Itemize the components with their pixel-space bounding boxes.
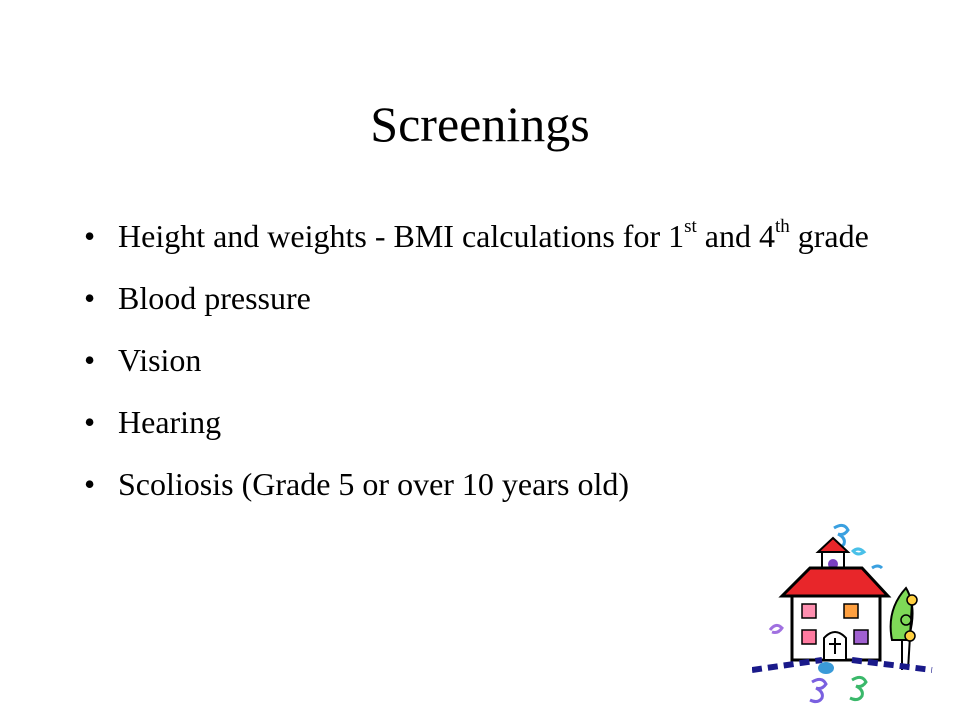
bullet-list <box>84 218 874 502</box>
bullet-dot: • <box>84 404 96 440</box>
swirl-decoration <box>852 549 864 554</box>
house-roof <box>782 568 888 596</box>
bullet-dot: • <box>84 466 96 502</box>
bullet-item-vision <box>84 342 874 378</box>
flower <box>907 595 917 605</box>
window <box>802 630 816 644</box>
swirl-decoration <box>872 566 882 568</box>
bullet-text: Height and weights - BMI calculations for 1 <box>118 218 685 254</box>
window <box>854 630 868 644</box>
bullet-text-end: grade <box>789 218 869 254</box>
bullet-dot: • <box>84 280 96 316</box>
bullet-text-cont: and 4 <box>696 218 775 254</box>
flower <box>905 631 915 641</box>
bullet-item-hearing <box>84 404 874 440</box>
bullet-dot: • <box>84 342 96 378</box>
flower <box>901 615 911 625</box>
bullet-text: Blood pressure <box>118 280 311 316</box>
superscript-th: th <box>774 216 790 238</box>
bullet-text: Scoliosis (Grade 5 or over 10 years old) <box>118 466 629 502</box>
bullet-text: Hearing <box>118 404 222 440</box>
stone <box>818 662 834 674</box>
swirl-decoration <box>850 677 866 699</box>
bullet-dot: • <box>84 218 96 254</box>
bullet-item-height-weight <box>84 218 874 254</box>
swirl-decoration <box>770 625 782 632</box>
schoolhouse-clipart-icon <box>752 520 942 710</box>
window <box>802 604 816 618</box>
window <box>844 604 858 618</box>
bullet-item-scoliosis <box>84 466 874 502</box>
bullet-item-blood-pressure <box>84 280 874 316</box>
swirl-decoration <box>810 679 826 701</box>
bullet-text: Vision <box>118 342 202 378</box>
superscript-st: st <box>684 216 697 238</box>
slide-title: Screenings <box>370 96 590 152</box>
